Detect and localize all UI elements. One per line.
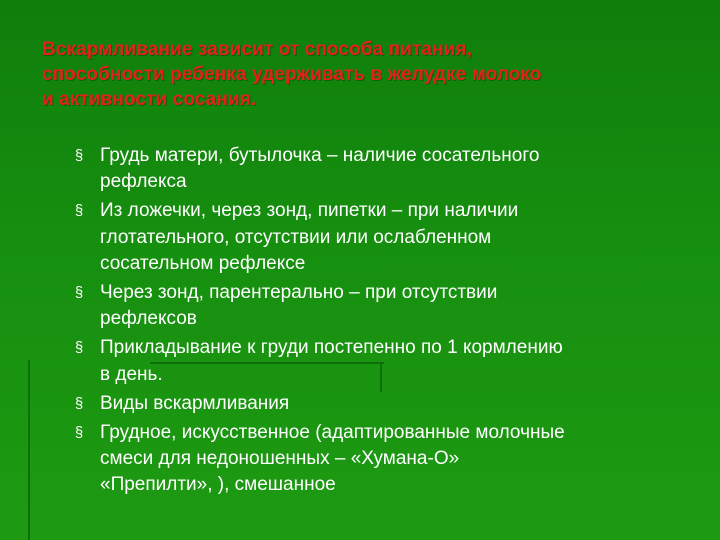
list-item	[72, 280, 702, 333]
list-item-text: в день.	[100, 363, 163, 385]
list-item-text: Прикладывание к груди постепенно по 1 кормлению	[100, 337, 563, 359]
list-item	[72, 143, 702, 196]
bullet-list	[72, 143, 702, 501]
list-item-text: смеси для недоношенных – «Хумана-О»	[100, 447, 460, 469]
section-sign-bullet-icon: §	[74, 339, 84, 357]
list-item-text: «Препилти», ), смешанное	[100, 474, 336, 496]
decorative-vertical-line	[28, 360, 30, 540]
title-line: Вскармливание зависит от способа питания,	[42, 39, 472, 60]
title-line: и активности сосания.	[42, 89, 257, 110]
section-sign-bullet-icon: §	[74, 423, 84, 441]
list-item	[72, 335, 702, 388]
list-item-text: рефлексов	[100, 308, 197, 330]
section-sign-bullet-icon: §	[74, 394, 84, 412]
list-item-text: Грудное, искусственное (адаптированные молочные	[100, 421, 565, 443]
section-sign-bullet-icon: §	[74, 284, 84, 302]
list-item	[72, 391, 702, 417]
list-item-text: Из ложечки, через зонд, пипетки – при наличии	[100, 200, 519, 222]
list-item-text: рефлекса	[100, 171, 187, 193]
list-item	[72, 420, 702, 499]
section-sign-bullet-icon: §	[74, 147, 84, 164]
list-item-text: Виды вскармливания	[100, 392, 290, 414]
section-sign-bullet-icon: §	[74, 202, 84, 220]
title-line: способности ребенка удерживать в желудке молоко	[42, 64, 542, 85]
list-item-text: сосательном рефлексе	[100, 253, 306, 275]
slide-title	[42, 37, 702, 112]
list-item-text: Грудь матери, бутылочка – наличие сосательного	[100, 145, 540, 166]
list-item	[72, 198, 702, 277]
list-item-text: Через зонд, парентерально – при отсутствии	[100, 282, 498, 304]
list-item-text: глотательного, отсутствии или ослабленном	[100, 226, 492, 248]
